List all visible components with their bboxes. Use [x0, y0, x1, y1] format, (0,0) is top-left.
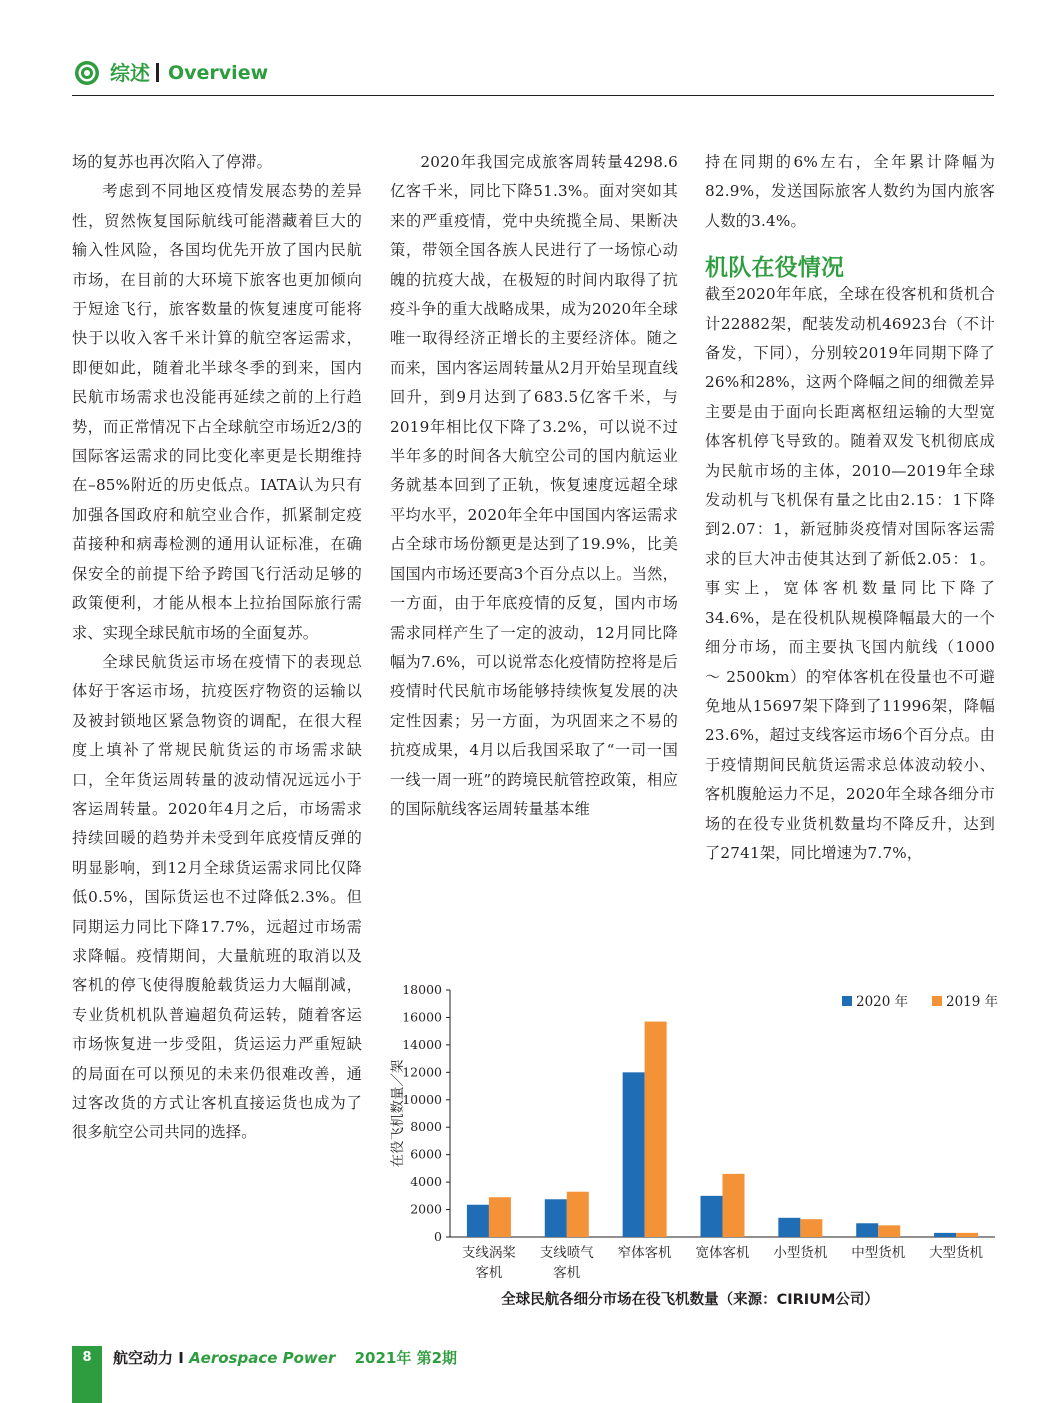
paragraph: 2020年我国完成旅客周转量4298.6亿客千米，同比下降51.3%。面对突如其来的严重疫情，党中央统揽全局、果断决策，带领全国各族人民进行了一场惊心动魄的抗疫大战，在极短的时间内取得了抗疫斗争的重大战略成果，成为2020年全球唯一取得经济正增长的主要经济体。随之而来，国内客运周转量从2月开始呈现直线回升，到9月达到了683.5亿客千米，与2019年相比仅下降了3.2%，可以说不过半年多的时间各大航空公司的国内航运业务就基本回到了正轨，恢复速度远超全球平均水平，2020年全年中国国内客运需求占全球市场份额更是达到了19.9%，比美国国内市场还要高3个百分点以上。当然，一方面，由于年底疫情的反复，国内市场需求同样产生了一定的波动，12月同比降幅为7.6%，可以说常态化疫情防控将是后疫情时代民航市场能够持续恢复发展的决定性因素；另一方面，为巩固来之不易的抗疫成果，4月以后我国采取了“一司一国一线一周一班”的跨境民航管控政策，相应的国际航线客运周转量基本维 [390, 153, 678, 818]
bar-2019 [567, 1192, 589, 1237]
legend-label: 2020 年 [856, 994, 909, 1010]
header-divider [156, 63, 159, 82]
paragraph: 持在同期的6%左右，全年累计降幅为82.9%，发送国际旅客人数约为国内旅客人数的3.4%。 [705, 153, 995, 230]
x-tick-label: 客机 [553, 1265, 581, 1281]
chart-svg [380, 982, 1000, 1287]
y-tick-label: 16000 [402, 1009, 442, 1025]
y-tick-label: 14000 [402, 1036, 442, 1052]
bar-2020 [545, 1199, 567, 1237]
y-tick-label: 2000 [410, 1201, 442, 1217]
paragraph: 全球民航货运市场在疫情下的表现总体好于客运市场，抗疫医疗物资的运输以及被封锁地区紧急物资的调配，在很大程度上填补了常规民航货运的市场需求缺口，全年货运周转量的波动情况远远小于客运周转量。2020年4月之后，市场需求持续回暖的趋势并未受到年底疫情反弹的明显影响，到12月全球货运需求同比仅降低0.5%，国际货运也不过降低2.3%。但同期运力同比下降17.7%，远超过市场需求降幅。疫情期间，大量航班的取消以及客机的停飞使得腹舱载货运力大幅削减，专业货机机队普遍超负荷运转，随着客运市场恢复进一步受阻，货运运力严重短缺的局面在可以预见的未来仍很难改善，通过客改货的方式让客机直接运货也成为了很多航空公司共同的选择。 [72, 652, 362, 1142]
bar-2019 [723, 1174, 745, 1237]
y-tick-label: 10000 [402, 1091, 442, 1107]
x-tick-label: 支线涡桨 [461, 1245, 516, 1261]
legend-label: 2019 年 [946, 994, 999, 1010]
text-column-1 [72, 148, 362, 1148]
bar-2020 [701, 1196, 723, 1237]
x-tick-label: 中型货机 [851, 1245, 906, 1261]
bar-2019 [956, 1233, 978, 1237]
section-title: 综述 [110, 61, 150, 85]
y-tick-label: 4000 [410, 1174, 442, 1190]
y-tick-label: 18000 [402, 982, 442, 997]
bar-2020 [623, 1072, 645, 1237]
bar-2020 [467, 1205, 489, 1237]
y-tick-label: 6000 [410, 1146, 442, 1162]
y-tick-label: 0 [434, 1229, 442, 1244]
footer-journal [113, 1347, 457, 1368]
y-tick-label: 12000 [402, 1064, 442, 1080]
text-column-3 [705, 148, 995, 868]
section-heading: 机队在役情况 [705, 255, 845, 282]
fleet-bar-chart [380, 982, 1000, 1312]
x-tick-label: 客机 [475, 1265, 503, 1281]
y-tick-label: 8000 [410, 1119, 442, 1135]
legend-swatch [932, 996, 942, 1006]
journal-separator: I [178, 1349, 190, 1367]
section-title-en: Overview [168, 62, 269, 84]
bar-2019 [878, 1225, 900, 1237]
x-tick-label: 支线喷气 [539, 1245, 594, 1261]
logo-icon [74, 60, 100, 86]
page-number: 8 [82, 1350, 92, 1365]
x-tick-label: 窄体客机 [617, 1245, 672, 1261]
bar-2019 [489, 1197, 511, 1237]
bar-2020 [778, 1218, 800, 1237]
paragraph: 截至2020年年底，全球在役客机和货机合计22882架，配装发动机46923台（不计备发，下同），分别较2019年同期下降了26%和28%，这两个降幅之间的细微差异主要是由于面向长距离枢纽运输的大型宽体客机停飞导致的。随着双发飞机彻底成为民航市场的主体，2010—2019年全球发动机与飞机保有量之比由2.15：1下降到2.07：1，新冠肺炎疫情对国际客运需求的巨大冲击使其达到了新低2.05：1。事实上，宽体客机数量同比下降了34.6%，是在役机队规模降幅最大的一个细分市场，而主要执飞国内航线（1000 ～ 2500km）的窄体客机在役量也不可避免地从15697架下降到了11996架，降幅23.6%，超过支线客运市场6个百分点。由于疫情期间民航货运需求总体波动较小、客机腹舱运力不足，2020年全球各细分市场的在役专业货机数量均不降反升，达到了2741架，同比增速为7.7%， [705, 285, 995, 862]
paragraph: 考虑到不同地区疫情发展态势的差异性，贸然恢复国际航线可能潜藏着巨大的输入性风险，各国均优先开放了国内民航市场，在目前的大环境下旅客也更加倾向于短途飞行，旅客数量的恢复速度可能将快于以收入客千米计算的航空客运需求，即便如此，随着北半球冬季的到来，国内民航市场需求也没能再延续之前的上行趋势，而正常情况下占全球航空市场近2/3的国际客运需求的同比变化率更是长期维持在–85%附近的历史低点。IATA认为只有加强各国政府和航空业合作，抓紧制定疫苗接种和病毒检测的通用认证标准，在确保安全的前提下给予跨国飞行活动足够的政策便利，才能从根本上拉抬国际旅行需求、实现全球民航市场的全面复苏。 [72, 182, 362, 642]
x-tick-label: 小型货机 [773, 1245, 828, 1261]
journal-name: 航空动力 [113, 1349, 174, 1367]
text-column-2 [390, 148, 678, 824]
paragraph: 场的复苏也再次陷入了停滞。 [72, 153, 273, 171]
chart-caption: 全球民航各细分市场在役飞机数量（来源：CIRIUM公司） [501, 1292, 879, 1308]
journal-name-en: Aerospace Power [189, 1349, 336, 1367]
bar-2020 [856, 1223, 878, 1237]
header-rule [72, 95, 994, 96]
issue-label: 2021年 第2期 [354, 1349, 458, 1367]
bar-2019 [645, 1022, 667, 1237]
x-tick-label: 大型货机 [929, 1245, 984, 1261]
bar-2020 [934, 1233, 956, 1237]
legend-swatch [842, 996, 852, 1006]
x-tick-label: 宽体客机 [695, 1245, 750, 1261]
y-axis-label: 在役飞机数量／架 [390, 1059, 406, 1168]
page-header [72, 52, 994, 92]
bar-2019 [800, 1219, 822, 1237]
